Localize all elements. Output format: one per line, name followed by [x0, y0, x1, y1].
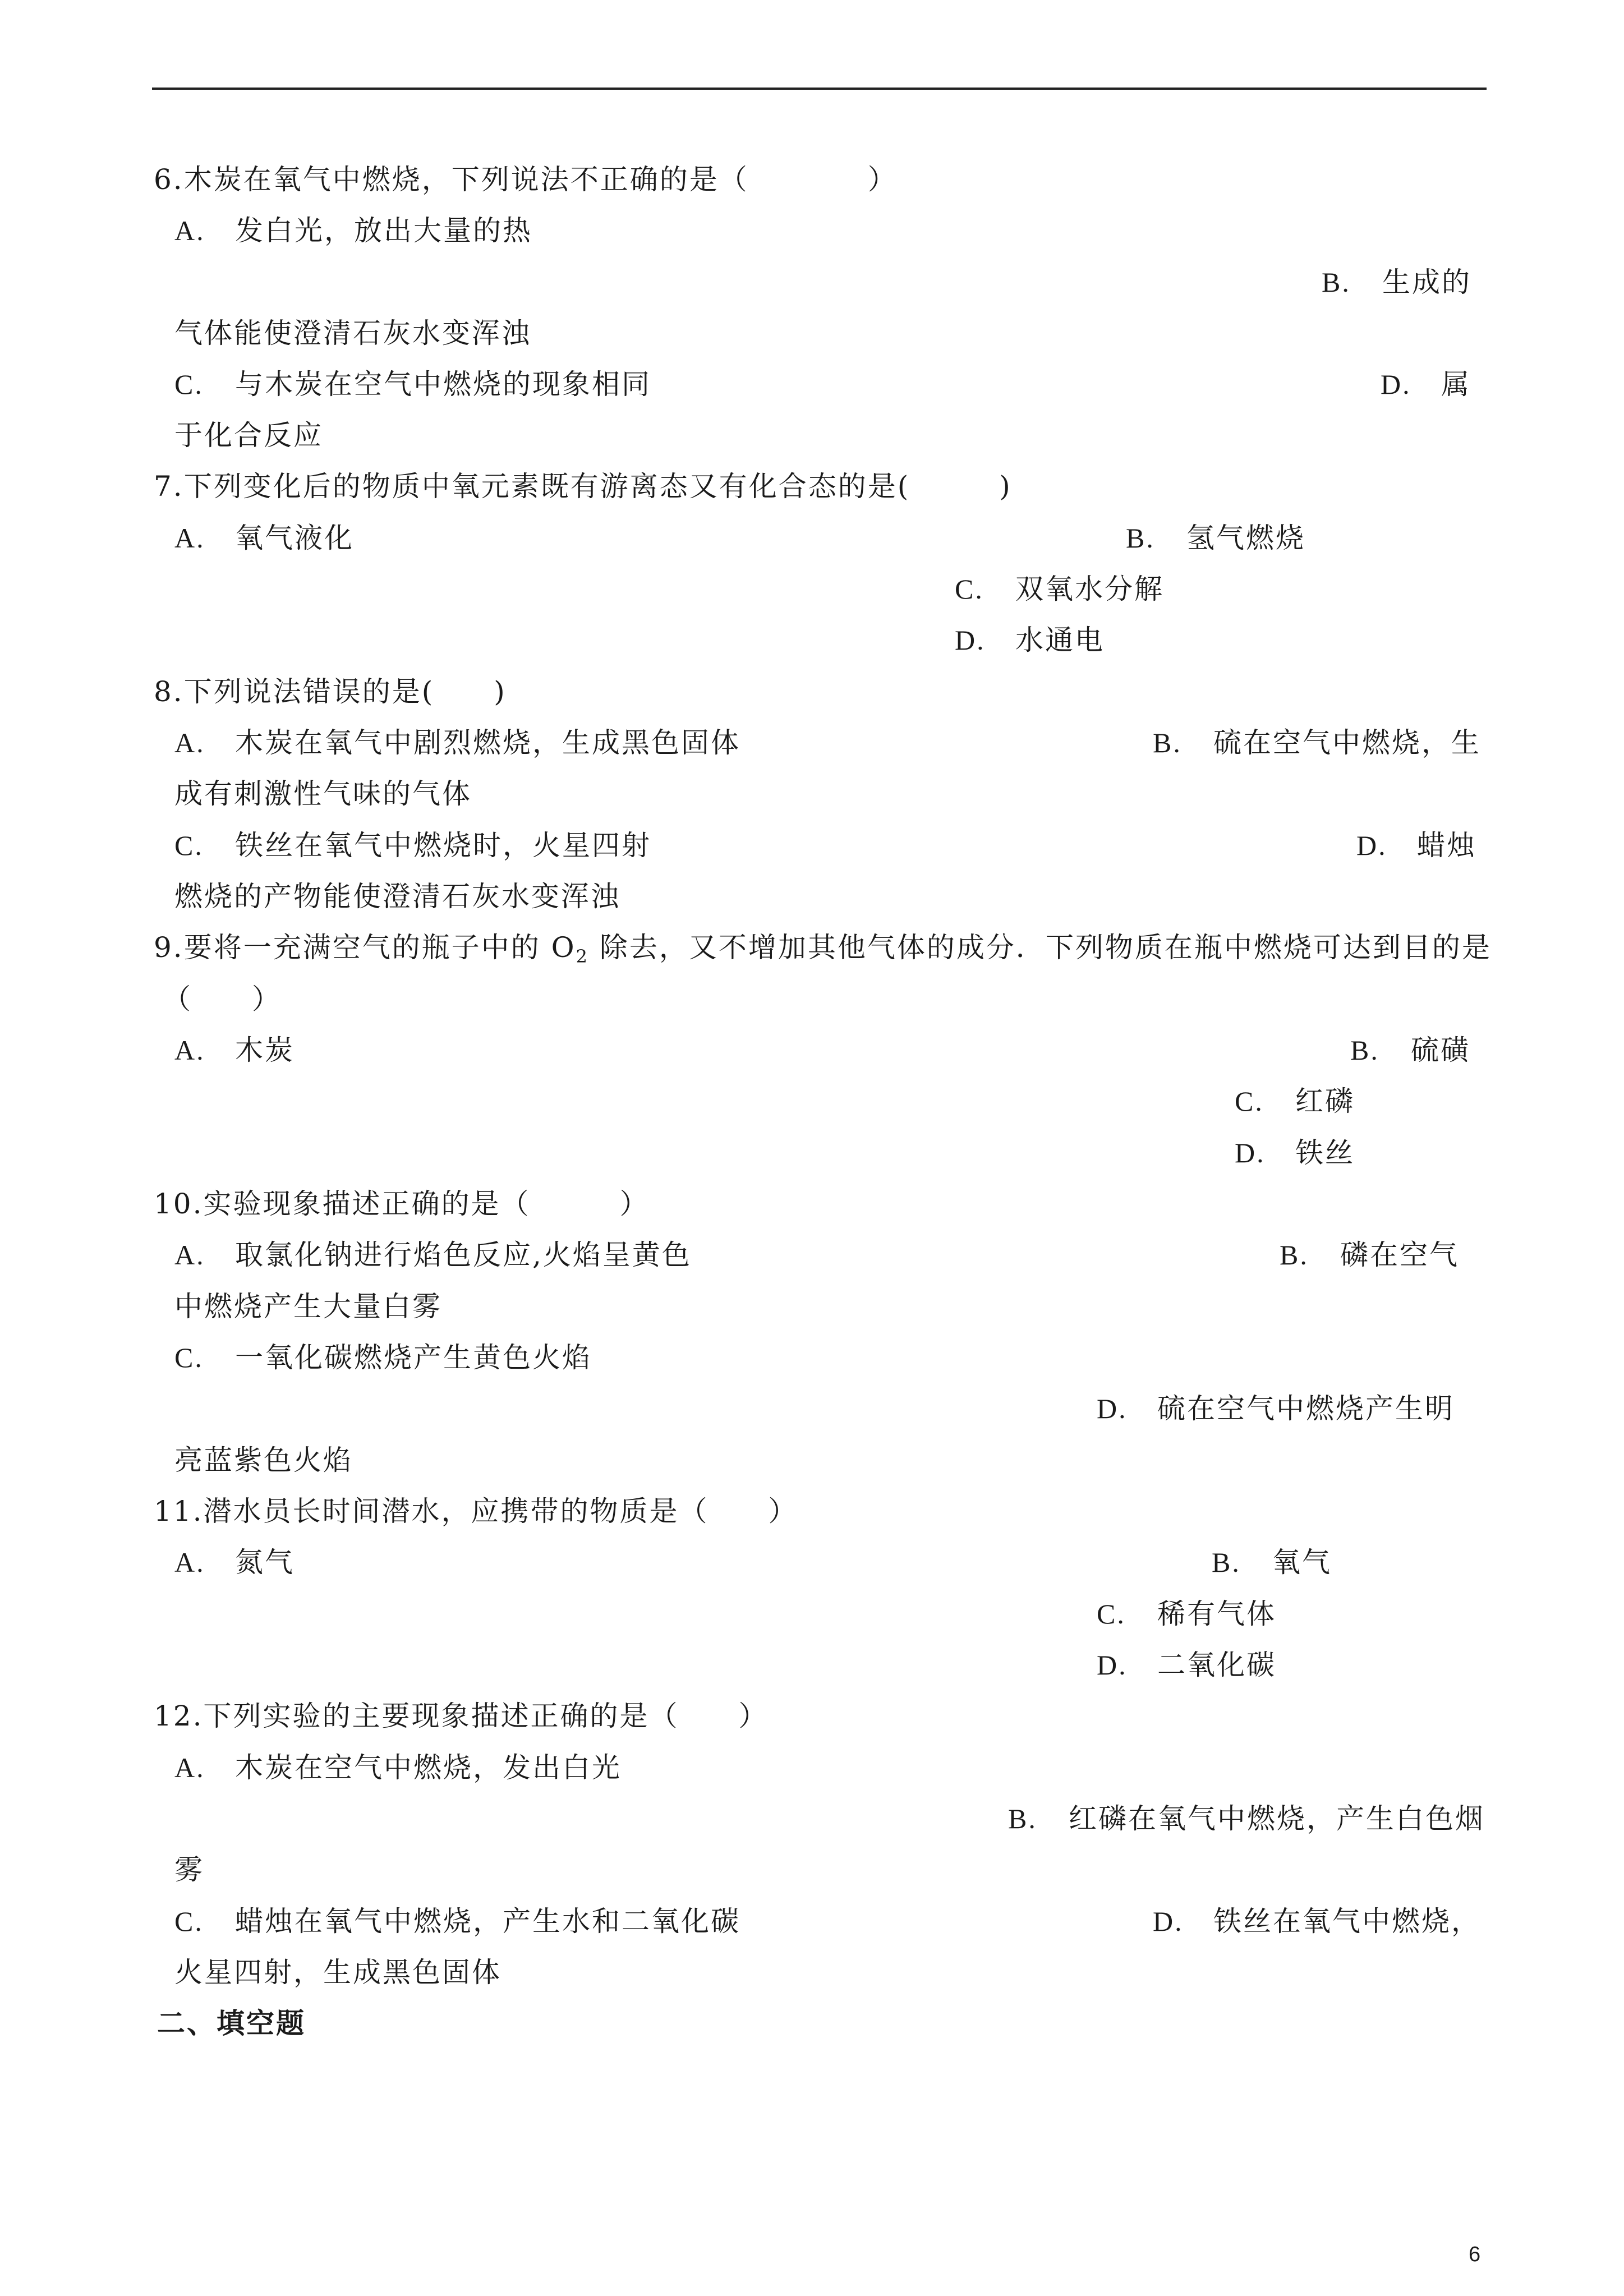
option-letter: A.	[174, 1547, 205, 1578]
option-letter: B.	[1008, 1803, 1037, 1834]
option-letter: D.	[1097, 1649, 1128, 1681]
option-text: 二氧化碳	[1157, 1649, 1276, 1681]
stem-text: 9.要将一充满空气的瓶子中的 O	[154, 931, 576, 964]
option-text: 生成的	[1382, 266, 1471, 298]
option-letter: A.	[174, 522, 205, 554]
q12-option-d	[1153, 1904, 1481, 1938]
option-text: 氧气液化	[235, 522, 354, 554]
option-letter: C.	[1235, 1085, 1264, 1117]
q11-option-d	[1097, 1648, 1276, 1682]
q11-option-c	[1097, 1597, 1276, 1631]
q12-option-b	[1008, 1802, 1485, 1835]
q10-option-a	[174, 1238, 692, 1272]
q9-option-b	[1350, 1033, 1470, 1067]
option-text: 取氯化钠进行焰色反应,火焰呈黄色	[235, 1239, 692, 1271]
option-letter: B.	[1350, 1034, 1379, 1066]
q10-option-b	[1280, 1238, 1459, 1272]
option-letter: D.	[1356, 830, 1387, 861]
option-text: 氢气燃烧	[1186, 522, 1305, 554]
option-letter: C.	[955, 573, 984, 605]
option-text: 磷在空气	[1340, 1239, 1459, 1271]
option-text: 蜡烛在氧气中燃烧，产生水和二氧化碳	[235, 1905, 740, 1938]
option-text: 木炭在氧气中剧烈燃烧，生成黑色固体	[235, 726, 740, 759]
option-text: 铁丝	[1295, 1137, 1355, 1169]
q10-option-d	[1097, 1392, 1455, 1425]
q7-option-c	[955, 572, 1164, 606]
q12-option-c	[174, 1904, 740, 1938]
q11-option-a	[174, 1545, 295, 1579]
q7-option-b	[1126, 521, 1305, 555]
q8-option-d	[1356, 829, 1476, 862]
question-12-stem: 12.下列实验的主要现象描述正确的是（ ）	[154, 1700, 769, 1732]
q6-option-c	[174, 367, 651, 401]
q6-option-d	[1381, 367, 1471, 401]
option-text: 水通电	[1015, 624, 1105, 656]
q7-option-a	[174, 521, 354, 555]
option-text: 铁丝在氧气中燃烧，	[1213, 1905, 1481, 1938]
option-letter: C.	[174, 830, 204, 861]
option-text: 铁丝在氧气中燃烧时，火星四射	[235, 829, 651, 862]
q8-option-c	[174, 829, 651, 862]
question-10-stem: 10.实验现象描述正确的是（ ）	[154, 1188, 650, 1220]
question-9-stem-cont: （ ）	[163, 983, 282, 1015]
q12-option-b-wrap: 雾	[174, 1853, 204, 1886]
stem-text-cont: 除去，又不增加其他气体的成分．下列物质在瓶中燃烧可达到目的是	[588, 931, 1492, 964]
q10-option-d-wrap: 亮蓝紫色火焰	[174, 1444, 353, 1476]
option-letter: D.	[1235, 1137, 1266, 1168]
option-text: 稀有气体	[1157, 1598, 1276, 1630]
option-text: 硫磺	[1411, 1034, 1470, 1066]
page-number: 6	[1469, 2243, 1481, 2266]
question-8-stem: 8.下列说法错误的是( )	[154, 675, 507, 708]
question-9-stem	[154, 931, 1492, 967]
option-text: 木炭	[235, 1034, 295, 1066]
q8-option-b	[1153, 726, 1481, 760]
q6-option-b-wrap: 气体能使澄清石灰水变浑浊	[174, 317, 531, 349]
q6-option-b	[1322, 265, 1471, 299]
option-text: 一氧化碳燃烧产生黄色火焰	[235, 1341, 592, 1374]
section-heading: 二、填空题	[157, 2007, 306, 2040]
q10-option-c	[174, 1341, 592, 1374]
option-letter: C.	[174, 1906, 204, 1937]
option-letter: B.	[1212, 1547, 1241, 1578]
option-letter: D.	[1097, 1393, 1128, 1424]
option-letter: D.	[955, 624, 986, 656]
q8-option-a	[174, 726, 740, 760]
subscript: 2	[576, 946, 589, 967]
option-letter: A.	[174, 1752, 205, 1783]
option-text: 硫在空气中燃烧，生	[1213, 726, 1481, 759]
option-letter: A.	[174, 1034, 205, 1066]
option-text: 硫在空气中燃烧产生明	[1157, 1392, 1455, 1425]
option-text: 与木炭在空气中燃烧的现象相同	[235, 368, 651, 401]
option-text: 氮气	[235, 1546, 295, 1579]
option-letter: C.	[174, 1342, 204, 1373]
q9-option-a	[174, 1033, 295, 1067]
question-6-stem: 6.木炭在氧气中燃烧，下列说法不正确的是（ ）	[154, 163, 898, 196]
q9-option-d	[1235, 1136, 1355, 1170]
option-text: 红磷在氧气中燃烧，产生白色烟	[1069, 1802, 1485, 1835]
option-letter: B.	[1153, 727, 1182, 758]
q9-option-c	[1235, 1084, 1355, 1118]
option-text: 属	[1441, 368, 1471, 401]
option-letter: A.	[174, 1239, 205, 1271]
question-7-stem: 7.下列变化后的物质中氧元素既有游离态又有化合态的是( )	[154, 470, 1012, 503]
q12-option-d-wrap: 火星四射，生成黑色固体	[174, 1956, 502, 1989]
option-letter: A.	[174, 215, 205, 246]
option-letter: A.	[174, 727, 205, 758]
q8-option-d-wrap: 燃烧的产物能使澄清石灰水变浑浊	[174, 880, 620, 913]
option-letter: C.	[1097, 1598, 1126, 1630]
q6-option-a	[174, 214, 532, 247]
option-text: 双氧水分解	[1015, 573, 1164, 605]
q12-option-a	[174, 1751, 622, 1784]
option-letter: B.	[1280, 1239, 1309, 1271]
option-letter: D.	[1153, 1906, 1184, 1937]
option-letter: C.	[174, 369, 204, 400]
option-text: 氧气	[1272, 1546, 1332, 1579]
q10-option-b-wrap: 中燃烧产生大量白雾	[174, 1290, 442, 1323]
q11-option-b	[1212, 1545, 1332, 1579]
q7-option-d	[955, 623, 1105, 657]
option-letter: B.	[1322, 266, 1351, 298]
option-text: 发白光，放出大量的热	[235, 214, 532, 247]
q6-option-d-wrap: 于化合反应	[174, 419, 323, 452]
option-letter: D.	[1381, 369, 1411, 400]
option-text: 红磷	[1295, 1085, 1355, 1117]
question-11-stem: 11.潜水员长时间潜水，应携带的物质是（ ）	[154, 1495, 798, 1527]
option-text: 木炭在空气中燃烧，发出白光	[235, 1751, 622, 1784]
option-text: 蜡烛	[1417, 829, 1476, 862]
header-rule	[152, 88, 1487, 90]
option-letter: B.	[1126, 522, 1155, 554]
q8-option-b-wrap: 成有刺激性气味的气体	[174, 777, 472, 810]
